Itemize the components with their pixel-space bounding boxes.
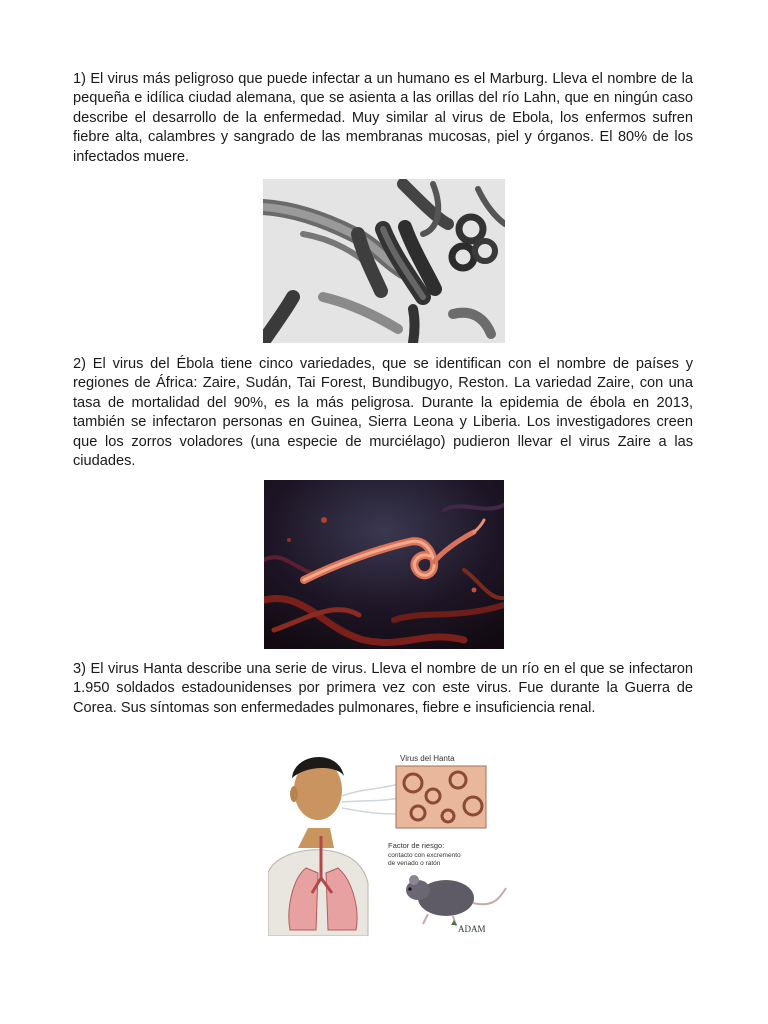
hanta-risk-line2: contacto con excremento (388, 852, 461, 859)
ebola-virus-illustration-drawing (264, 480, 504, 649)
hanta-inset-label: Virus del Hanta (400, 754, 455, 763)
hanta-risk-title: Factor de riesgo: (388, 841, 445, 850)
hanta-medical-drawing (268, 748, 508, 936)
marburg-micrograph-image (263, 179, 505, 343)
ebola-virus-illustration-image (264, 480, 504, 649)
marburg-micrograph-drawing (263, 179, 505, 343)
hanta-risk-line3: de venado o ratón (388, 860, 441, 867)
adam-logo-text: ADAM (458, 924, 486, 934)
paragraph-ebola: 2) El virus del Ébola tiene cinco variedades, que se identifican con el nombre de países y regiones de África: Zaire, Sudán, Tai Forest, Bundibugyo, Reston. La variedad Zaire, con una tasa de mortalidad del 90%, es la más peligrosa. Durante la epidemia de ébola en 2013, también se infectaron personas en Guinea, Sierra Leona y Liberia. Los investigadores creen que los zorros voladores (una especie de murciélago) pudieron llevar el virus Zaire a las ciudades. (73, 356, 693, 470)
paragraph-marburg: 1) El virus más peligroso que puede infectar a un humano es el Marburg. Lleva el nombre de la pequeña e idílica ciudad alemana, que se asienta a las orillas del río Lahn, que en ningún caso describe el desarrollo de la enfermedad. Muy similar al virus de Ebola, los enfermos sufren fiebre alta, calambres y sangrado de las membranas mucosas, piel y órganos. El 80% de los infectados muere. (73, 71, 693, 165)
hanta-medical-illustration (268, 748, 508, 936)
paragraph-hanta: 3) El virus Hanta describe una serie de virus. Lleva el nombre de un río en el que se infectaron 1.950 soldados estadounidenses por primera vez con este virus. Fue durante la Guerra de Corea. Sus síntomas son enfermedades pulmonares, fiebre e insuficiencia renal. (73, 661, 693, 716)
